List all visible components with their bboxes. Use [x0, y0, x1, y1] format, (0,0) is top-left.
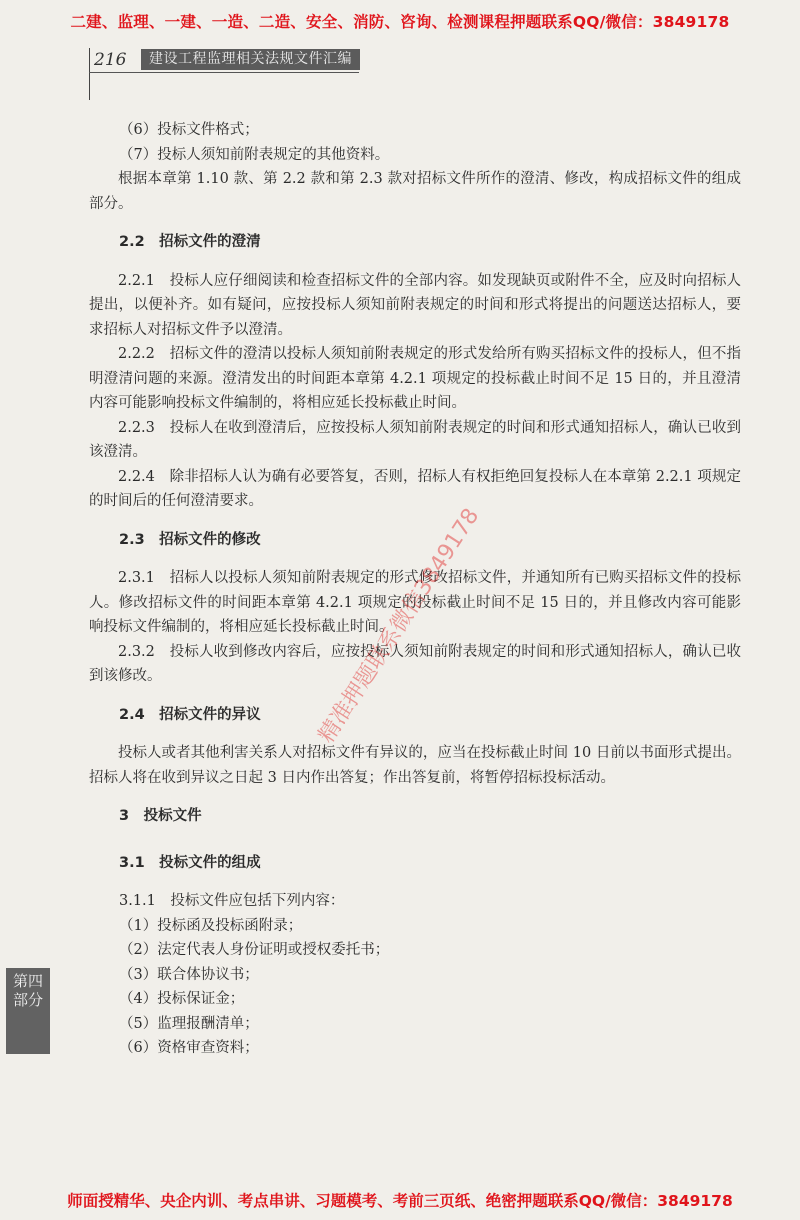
section-heading-3-1: 3.1 投标文件的组成: [119, 854, 261, 871]
paragraph-2-3-2: 2.3.2 投标人收到修改内容后，应按投标人须知前附表规定的时间和形式通知招标人，确认已收到该修改。: [89, 643, 741, 684]
header-vertical-rule: [89, 48, 90, 100]
list-item: （1）投标函及投标函附录；: [119, 917, 303, 934]
paragraph-2-3-1: 2.3.1 招标人以投标人须知前附表规定的形式修改招标文件，并通知所有已购买招标文件的投标人。修改招标文件的时间距本章第 4.2.1 项规定的投标截止时间不足 15 日的，并且修改内容可能影响投标文件编制的，将相应延长投标截止时间。: [89, 570, 741, 635]
top-promo-banner: 二建、监理、一建、一造、二造、安全、消防、咨询、检测课程押题联系QQ/微信：3849178: [70, 13, 730, 31]
paragraph-2-4: 投标人或者其他利害关系人对招标文件有异议的，应当在投标截止时间 10 日前以书面形式提出。招标人将在收到异议之日起 3 日内作出答复；作出答复前，将暂停招标投标活动。: [89, 745, 741, 786]
list-item: （5）监理报酬清单；: [119, 1015, 259, 1032]
paragraph-3-1-1: 3.1.1 投标文件应包括下列内容：: [119, 893, 345, 909]
paragraph-2-2-3: 2.2.3 投标人在收到澄清后，应按投标人须知前附表规定的时间和形式通知招标人，确认已收到该澄清。: [89, 419, 741, 460]
page-number: 216: [94, 50, 127, 70]
chapter-heading-3: 3 投标文件: [119, 808, 202, 824]
paragraph-2-2-4: 2.2.4 除非招标人认为确有必要答复，否则，招标人有权拒绝回复投标人在本章第 2.2.1 项规定的时间后的任何澄清要求。: [89, 468, 741, 509]
list-item: （4）投标保证金；: [119, 991, 245, 1007]
header-underline: [89, 72, 359, 73]
section-heading-2-2: 2.2 招标文件的澄清: [119, 234, 261, 250]
list-item: （6）投标文件格式；: [119, 122, 259, 138]
section-side-tab: 第四部分: [6, 968, 50, 1054]
paragraph-2-2-2: 2.2.2 招标文件的澄清以投标人须知前附表规定的形式发给所有购买招标文件的投标人，但不指明澄清问题的来源。澄清发出的时间距本章第 4.2.1 项规定的投标截止时间不足 15 日的，并且澄清内容可能影响投标文件编制的，将相应延长投标截止时间。: [89, 346, 741, 411]
running-title: 建设工程监理相关法规文件汇编: [141, 49, 360, 70]
diagonal-watermark: 精准押题联系微信3849178: [314, 504, 485, 748]
paragraph: 根据本章第 1.10 款、第 2.2 款和第 2.3 款对招标文件所作的澄清、修改，构成招标文件的组成部分。: [89, 171, 741, 212]
section-heading-2-4: 2.4 招标文件的异议: [119, 706, 261, 723]
paragraph-2-2-1: 2.2.1 投标人应仔细阅读和检查招标文件的全部内容。如发现缺页或附件不全，应及时向招标人提出，以便补齐。如有疑问，应按投标人须知前附表规定的时间和形式将提出的问题送达招标人，要求招标人对招标文件予以澄清。: [89, 272, 741, 338]
list-item: （2）法定代表人身份证明或授权委托书；: [119, 942, 390, 958]
list-item: （3）联合体协议书；: [119, 966, 259, 983]
section-heading-2-3: 2.3 招标文件的修改: [119, 531, 261, 548]
list-item: （7）投标人须知前附表规定的其他资料。: [119, 146, 390, 163]
list-item: （6）资格审查资料；: [119, 1040, 259, 1056]
bottom-promo-banner: 师面授精华、央企内训、考点串讲、习题模考、考前三页纸、绝密押题联系QQ/微信：3849178: [67, 1192, 733, 1210]
